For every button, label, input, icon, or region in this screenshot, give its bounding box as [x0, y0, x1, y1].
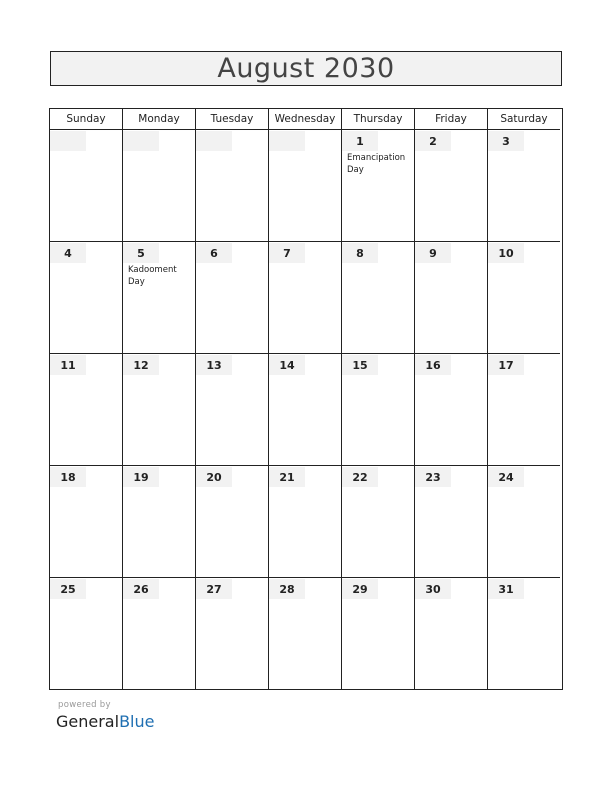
- day-number: 1: [342, 131, 378, 151]
- day-number: 17: [488, 355, 524, 375]
- day-number: 21: [269, 467, 305, 487]
- brand-logo[interactable]: [56, 712, 154, 731]
- day-number: 25: [50, 579, 86, 599]
- day-number: 24: [488, 467, 524, 487]
- day-number: 4: [50, 243, 86, 263]
- day-cell: [342, 466, 415, 578]
- day-number: 12: [123, 355, 159, 375]
- day-number: 3: [488, 131, 524, 151]
- calendar-grid: [49, 108, 563, 690]
- day-number: 18: [50, 467, 86, 487]
- powered-by-text: powered by: [58, 700, 111, 710]
- day-cell: [342, 354, 415, 466]
- day-cell: [415, 466, 488, 578]
- day-cell: [488, 242, 560, 354]
- day-number: 11: [50, 355, 86, 375]
- day-number: [269, 131, 305, 151]
- day-number: 16: [415, 355, 451, 375]
- weekday-header-saturday: Saturday: [488, 109, 560, 130]
- day-number: 13: [196, 355, 232, 375]
- weekday-header-tuesday: Tuesday: [196, 109, 269, 130]
- day-cell: [50, 466, 123, 578]
- day-cell: [342, 242, 415, 354]
- day-cell: [269, 242, 342, 354]
- day-number: 29: [342, 579, 378, 599]
- day-cell: [415, 242, 488, 354]
- day-cell: [196, 354, 269, 466]
- weekday-header-sunday: Sunday: [50, 109, 123, 130]
- day-number: 14: [269, 355, 305, 375]
- day-cell: [123, 354, 196, 466]
- day-number: 9: [415, 243, 451, 263]
- day-number: 28: [269, 579, 305, 599]
- day-cell: [269, 354, 342, 466]
- day-number: 31: [488, 579, 524, 599]
- day-number: 15: [342, 355, 378, 375]
- day-cell: [123, 242, 196, 354]
- day-cell: [123, 130, 196, 242]
- day-number: 19: [123, 467, 159, 487]
- day-number: 20: [196, 467, 232, 487]
- day-number: [196, 131, 232, 151]
- brand-blue-text: Blue: [119, 712, 155, 731]
- day-cell: [269, 130, 342, 242]
- weekday-header-wednesday: Wednesday: [269, 109, 342, 130]
- day-number: 26: [123, 579, 159, 599]
- holiday-label: Emancipation Day: [347, 153, 406, 175]
- day-cell: [123, 578, 196, 689]
- day-number: 8: [342, 243, 378, 263]
- day-cell: [196, 242, 269, 354]
- day-cell: [415, 130, 488, 242]
- weekday-header-monday: Monday: [123, 109, 196, 130]
- weekday-header-thursday: Thursday: [342, 109, 415, 130]
- weekday-header-friday: Friday: [415, 109, 488, 130]
- holiday-label: Kadooment Day: [128, 265, 177, 287]
- day-cell: [488, 578, 560, 689]
- day-cell: [342, 578, 415, 689]
- day-cell: [123, 466, 196, 578]
- day-cell: [415, 578, 488, 689]
- day-number: 30: [415, 579, 451, 599]
- day-number: 23: [415, 467, 451, 487]
- day-cell: [50, 242, 123, 354]
- day-cell: [488, 354, 560, 466]
- day-number: 27: [196, 579, 232, 599]
- day-number: 22: [342, 467, 378, 487]
- day-number: 6: [196, 243, 232, 263]
- day-number: [123, 131, 159, 151]
- day-cell: [415, 354, 488, 466]
- day-number: 5: [123, 243, 159, 263]
- day-cell: [196, 130, 269, 242]
- day-number: [50, 131, 86, 151]
- day-cell: [50, 354, 123, 466]
- day-number: 2: [415, 131, 451, 151]
- calendar-title-box: [50, 51, 562, 86]
- day-cell: [196, 578, 269, 689]
- day-cell: [50, 578, 123, 689]
- day-number: 10: [488, 243, 524, 263]
- brand-general-text: General: [56, 712, 120, 731]
- day-cell: [342, 130, 415, 242]
- day-cell: [269, 578, 342, 689]
- day-cell: [50, 130, 123, 242]
- day-number: 7: [269, 243, 305, 263]
- calendar-title: August 2030: [217, 53, 395, 84]
- day-cell: [488, 130, 560, 242]
- day-cell: [488, 466, 560, 578]
- day-cell: [269, 466, 342, 578]
- day-cell: [196, 466, 269, 578]
